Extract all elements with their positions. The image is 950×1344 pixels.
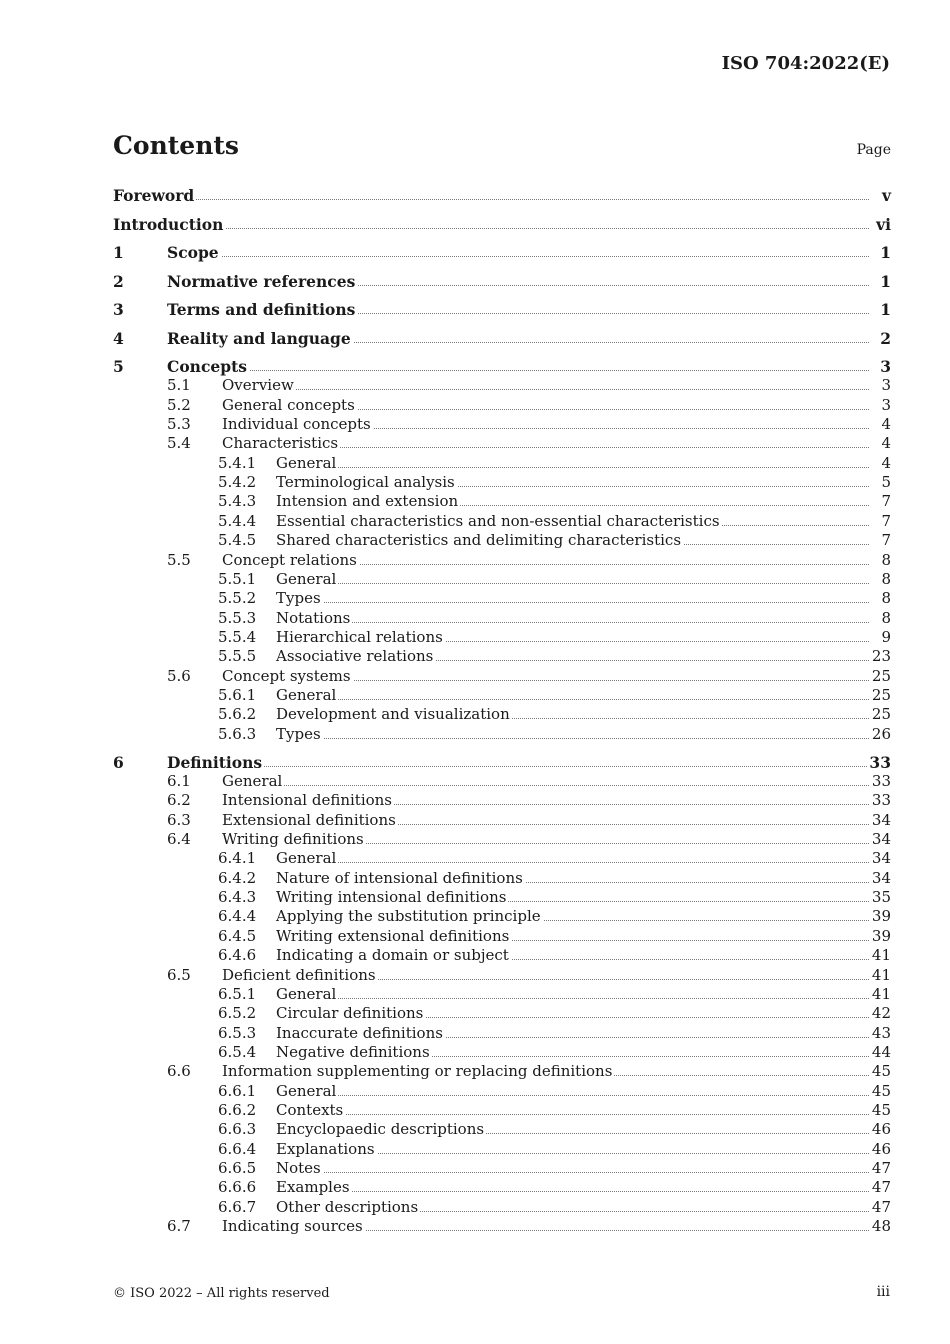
toc-entry-page: 33 (871, 791, 891, 809)
toc-entry-title: Indicating sources (222, 1217, 363, 1235)
toc-entry-number: 6.4.1 (218, 849, 257, 867)
toc-entry[interactable] (0, 1024, 950, 1043)
page-title: Contents (113, 131, 240, 160)
toc-entry-number: 6.5.2 (218, 1004, 257, 1022)
toc-entry-title: General (276, 1082, 337, 1100)
toc-entry-number: 6.4.4 (218, 907, 257, 925)
toc-entry-number: 4 (113, 329, 124, 348)
toc-entry-number: 6.6.1 (218, 1082, 257, 1100)
toc-entry-page: 34 (871, 830, 891, 848)
toc-entry-title: Scope (167, 243, 219, 262)
toc-entry[interactable] (0, 907, 950, 926)
toc-entry-number: 5.4 (167, 434, 191, 452)
toc-entry[interactable] (0, 531, 950, 550)
toc-entry-title: Overview (222, 376, 294, 394)
toc-entry-title: Explanations (276, 1140, 375, 1158)
toc-entry-page: 45 (871, 1062, 891, 1080)
toc-entry-page: 41 (871, 985, 891, 1003)
toc-entry-number: 5.4.3 (218, 492, 257, 510)
toc-entry-number: 6.6.3 (218, 1120, 257, 1138)
toc-entry-page: 9 (881, 628, 891, 646)
toc-entry-number: 5.6 (167, 667, 191, 685)
toc-entry-page: 4 (881, 434, 891, 452)
toc-entry-number: 5.6.2 (218, 705, 257, 723)
toc-entry[interactable] (0, 705, 950, 724)
toc-entry-page: 8 (881, 609, 891, 627)
toc-entry-title: Writing extensional definitions (276, 927, 510, 945)
dot-leader (276, 454, 869, 468)
toc-entry-page: 8 (881, 551, 891, 569)
toc-entry-page: 47 (871, 1178, 891, 1196)
dot-leader (276, 725, 869, 739)
toc-entry-title: Introduction (113, 215, 224, 234)
toc-entry-title: Notations (276, 609, 351, 627)
toc-entry-page: 26 (871, 725, 891, 743)
toc-entry-number: 6.1 (167, 772, 191, 790)
toc-entry-title: Applying the substitution principle (276, 907, 541, 925)
dot-leader (113, 186, 869, 200)
toc-entry-number: 5.4.4 (218, 512, 257, 530)
dot-leader (276, 609, 869, 623)
toc-entry[interactable] (0, 1159, 950, 1178)
toc-entry-title: Encyclopaedic descriptions (276, 1120, 485, 1138)
toc-entry[interactable] (0, 434, 950, 453)
toc-entry-number: 2 (113, 272, 124, 291)
dot-leader (222, 772, 869, 786)
toc-entry[interactable] (0, 830, 950, 849)
page-number: iii (876, 1284, 890, 1300)
toc-entry-title: Shared characteristics and delimiting characteristics (276, 531, 682, 549)
toc-entry[interactable] (0, 1082, 950, 1101)
toc-entry-number: 6.4.3 (218, 888, 257, 906)
toc-entry[interactable] (0, 686, 950, 705)
toc-entry-title: Characteristics (222, 434, 339, 452)
toc-entry-title: Examples (276, 1178, 350, 1196)
toc-entry-title: Associative relations (276, 647, 434, 665)
toc-entry[interactable] (0, 1004, 950, 1023)
toc-entry-number: 6.4 (167, 830, 191, 848)
toc-entry[interactable] (0, 415, 950, 434)
toc-entry-title: Nature of intensional definitions (276, 869, 523, 887)
toc-entry[interactable] (0, 186, 950, 205)
toc-entry-number: 6.6.2 (218, 1101, 257, 1119)
toc-entry-title: Essential characteristics and non-essential characteristics (276, 512, 720, 530)
toc-entry-number: 6.6 (167, 1062, 191, 1080)
toc-entry-title: General (276, 985, 337, 1003)
toc-entry-title: Other descriptions (276, 1198, 419, 1216)
toc-entry[interactable] (0, 946, 950, 965)
toc-entry[interactable] (0, 272, 950, 291)
toc-entry-title: Terminological analysis (276, 473, 455, 491)
toc-entry[interactable] (0, 753, 950, 772)
toc-entry-title: Extensional definitions (222, 811, 396, 829)
toc-entry-title: Indicating a domain or subject (276, 946, 509, 964)
toc-entry-number: 6.5.4 (218, 1043, 257, 1061)
toc-entry-page: 8 (881, 589, 891, 607)
toc-entry-number: 6 (113, 753, 124, 772)
toc-entry-number: 6.6.6 (218, 1178, 257, 1196)
toc-entry-title: General (276, 570, 337, 588)
toc-entry-page: 25 (871, 705, 891, 723)
toc-entry-page: 4 (881, 454, 891, 472)
toc-entry-page: 34 (871, 811, 891, 829)
dot-leader (276, 570, 869, 584)
toc-entry[interactable] (0, 1101, 950, 1120)
toc-entry-title: Writing definitions (222, 830, 364, 848)
toc-entry-page: 23 (871, 647, 891, 665)
toc-entry[interactable] (0, 492, 950, 511)
toc-entry[interactable] (0, 667, 950, 686)
toc-entry-page: v (881, 186, 891, 205)
toc-entry[interactable] (0, 985, 950, 1004)
toc-entry[interactable] (0, 647, 950, 666)
dot-leader (167, 357, 869, 371)
toc-entry[interactable] (0, 966, 950, 985)
dot-leader (276, 1159, 869, 1173)
toc-entry-number: 5.5.2 (218, 589, 257, 607)
toc-entry-number: 6.5.3 (218, 1024, 257, 1042)
toc-entry-number: 5.6.3 (218, 725, 257, 743)
toc-entry-number: 5.5.3 (218, 609, 257, 627)
toc-entry-title: Concept systems (222, 667, 351, 685)
toc-entry-title: Definitions (167, 753, 263, 772)
toc-entry-title: Concept relations (222, 551, 357, 569)
toc-entry-number: 5.4.2 (218, 473, 257, 491)
toc-entry-page: 2 (880, 329, 891, 348)
dot-leader (276, 686, 869, 700)
toc-entry-page: 41 (871, 946, 891, 964)
dot-leader (276, 589, 869, 603)
toc-entry-page: 5 (881, 473, 891, 491)
toc-entry-title: Hierarchical relations (276, 628, 443, 646)
toc-entry-page: 33 (871, 772, 891, 790)
toc-entry-title: Types (276, 725, 321, 743)
toc-entry-page: 4 (881, 415, 891, 433)
toc-entry[interactable] (0, 376, 950, 395)
toc-entry-title: Concepts (167, 357, 247, 376)
toc-entry-number: 5.6.1 (218, 686, 257, 704)
dot-leader (167, 753, 869, 767)
toc-entry-number: 5.1 (167, 376, 191, 394)
toc-entry-number: 5.4.1 (218, 454, 257, 472)
toc-entry-page: 7 (881, 492, 891, 510)
toc-entry-number: 5.5.1 (218, 570, 257, 588)
toc-entry[interactable] (0, 473, 950, 492)
toc-entry[interactable] (0, 243, 950, 262)
dot-leader (276, 849, 869, 863)
toc-entry-title: Terms and definitions (167, 300, 356, 319)
toc-entry[interactable] (0, 589, 950, 608)
toc-entry-title: Notes (276, 1159, 321, 1177)
toc-entry-number: 5 (113, 357, 124, 376)
toc-entry-page: 42 (871, 1004, 891, 1022)
toc-entry[interactable] (0, 1140, 950, 1159)
toc-entry-title: Writing intensional definitions (276, 888, 507, 906)
toc-entry-page: 48 (871, 1217, 891, 1235)
toc-entry[interactable] (0, 454, 950, 473)
toc-entry-page: 1 (880, 272, 891, 291)
toc-entry-title: General (276, 849, 337, 867)
toc-entry-page: 47 (871, 1159, 891, 1177)
toc-entry-title: Reality and language (167, 329, 351, 348)
toc-entry-title: General (276, 454, 337, 472)
toc-entry-title: Intension and extension (276, 492, 459, 510)
toc-entry-number: 5.3 (167, 415, 191, 433)
toc-entry-number: 5.2 (167, 396, 191, 414)
toc-entry-number: 1 (113, 243, 124, 262)
toc-entry-page: 39 (871, 927, 891, 945)
toc-entry-page: 7 (881, 512, 891, 530)
dot-leader (276, 1101, 869, 1115)
toc-entry-number: 6.4.5 (218, 927, 257, 945)
toc-entry[interactable] (0, 772, 950, 791)
toc-entry-number: 6.5 (167, 966, 191, 984)
toc-entry-number: 6.4.2 (218, 869, 257, 887)
document-id: ISO 704:2022(E) (721, 53, 890, 74)
toc-entry-page: 25 (871, 667, 891, 685)
toc-entry[interactable] (0, 1062, 950, 1081)
dot-leader (276, 1082, 869, 1096)
toc-entry-number: 6.5.1 (218, 985, 257, 1003)
toc-entry-title: Intensional definitions (222, 791, 393, 809)
toc-entry[interactable] (0, 725, 950, 744)
toc-entry-page: 39 (871, 907, 891, 925)
toc-entry-number: 5.5 (167, 551, 191, 569)
toc-entry-page: 33 (869, 753, 891, 772)
toc-entry-page: 3 (881, 376, 891, 394)
toc-entry-number: 6.4.6 (218, 946, 257, 964)
toc-entry[interactable] (0, 791, 950, 810)
toc-entry-title: Deficient definitions (222, 966, 376, 984)
toc-entry[interactable] (0, 609, 950, 628)
toc-entry-page: 45 (871, 1101, 891, 1119)
toc-entry-number: 6.6.5 (218, 1159, 257, 1177)
toc-entry[interactable] (0, 357, 950, 376)
toc-entry-title: Foreword (113, 186, 195, 205)
toc-entry-page: 1 (880, 300, 891, 319)
toc-entry-page: 46 (871, 1140, 891, 1158)
toc-entry-page: 3 (881, 396, 891, 414)
toc-entry-number: 5.5.4 (218, 628, 257, 646)
toc-entry-page: 45 (871, 1082, 891, 1100)
toc-entry[interactable] (0, 888, 950, 907)
toc-entry-page: 8 (881, 570, 891, 588)
toc-entry-title: General concepts (222, 396, 355, 414)
toc-entry[interactable] (0, 1198, 950, 1217)
toc-entry-number: 6.2 (167, 791, 191, 809)
toc-entry[interactable] (0, 849, 950, 868)
toc-entry-title: Circular definitions (276, 1004, 424, 1022)
dot-leader (276, 1178, 869, 1192)
toc-entry-number: 6.6.7 (218, 1198, 257, 1216)
copyright-notice: © ISO 2022 – All rights reserved (113, 1286, 330, 1301)
toc-entry[interactable] (0, 628, 950, 647)
toc-entry-number: 5.4.5 (218, 531, 257, 549)
toc-entry-number: 5.5.5 (218, 647, 257, 665)
toc-entry-page: 34 (871, 869, 891, 887)
toc-entry-number: 6.6.4 (218, 1140, 257, 1158)
dot-leader (222, 376, 869, 390)
toc-entry[interactable] (0, 551, 950, 570)
toc-entry[interactable] (0, 1043, 950, 1062)
toc-entry-number: 3 (113, 300, 124, 319)
toc-entry[interactable] (0, 811, 950, 830)
page-column-label: Page (856, 142, 891, 158)
toc-entry-number: 6.7 (167, 1217, 191, 1235)
toc-entry[interactable] (0, 927, 950, 946)
toc-entry-title: General (276, 686, 337, 704)
toc-entry-title: Individual concepts (222, 415, 371, 433)
toc-entry[interactable] (0, 300, 950, 319)
toc-entry[interactable] (0, 512, 950, 531)
toc-entry-page: 34 (871, 849, 891, 867)
toc-entry-page: 44 (871, 1043, 891, 1061)
toc-entry-title: Information supplementing or replacing definitions (222, 1062, 613, 1080)
toc-entry-page: 25 (871, 686, 891, 704)
toc-entry-title: Contexts (276, 1101, 344, 1119)
dot-leader (167, 243, 869, 257)
toc-entry-page: 46 (871, 1120, 891, 1138)
toc-entry[interactable] (0, 329, 950, 348)
dot-leader (276, 985, 869, 999)
toc-entry[interactable] (0, 396, 950, 415)
toc-entry-page: 35 (871, 888, 891, 906)
toc-entry[interactable] (0, 869, 950, 888)
toc-entry[interactable] (0, 215, 950, 234)
toc-entry[interactable] (0, 1120, 950, 1139)
toc-entry-page: 1 (880, 243, 891, 262)
dot-leader (113, 215, 869, 229)
toc-entry[interactable] (0, 570, 950, 589)
toc-entry-page: vi (876, 215, 891, 234)
toc-entry-page: 3 (880, 357, 891, 376)
toc-entry-page: 47 (871, 1198, 891, 1216)
toc-entry-title: Types (276, 589, 321, 607)
toc-entry-title: Normative references (167, 272, 356, 291)
toc-entry-title: Development and visualization (276, 705, 510, 723)
toc-entry-page: 7 (881, 531, 891, 549)
toc-entry-title: Inaccurate definitions (276, 1024, 443, 1042)
toc-entry-page: 43 (871, 1024, 891, 1042)
toc-entry-title: General (222, 772, 283, 790)
toc-entry-page: 41 (871, 966, 891, 984)
toc-entry-number: 6.3 (167, 811, 191, 829)
toc-entry[interactable] (0, 1217, 950, 1236)
toc-entry-title: Negative definitions (276, 1043, 430, 1061)
toc-entry[interactable] (0, 1178, 950, 1197)
